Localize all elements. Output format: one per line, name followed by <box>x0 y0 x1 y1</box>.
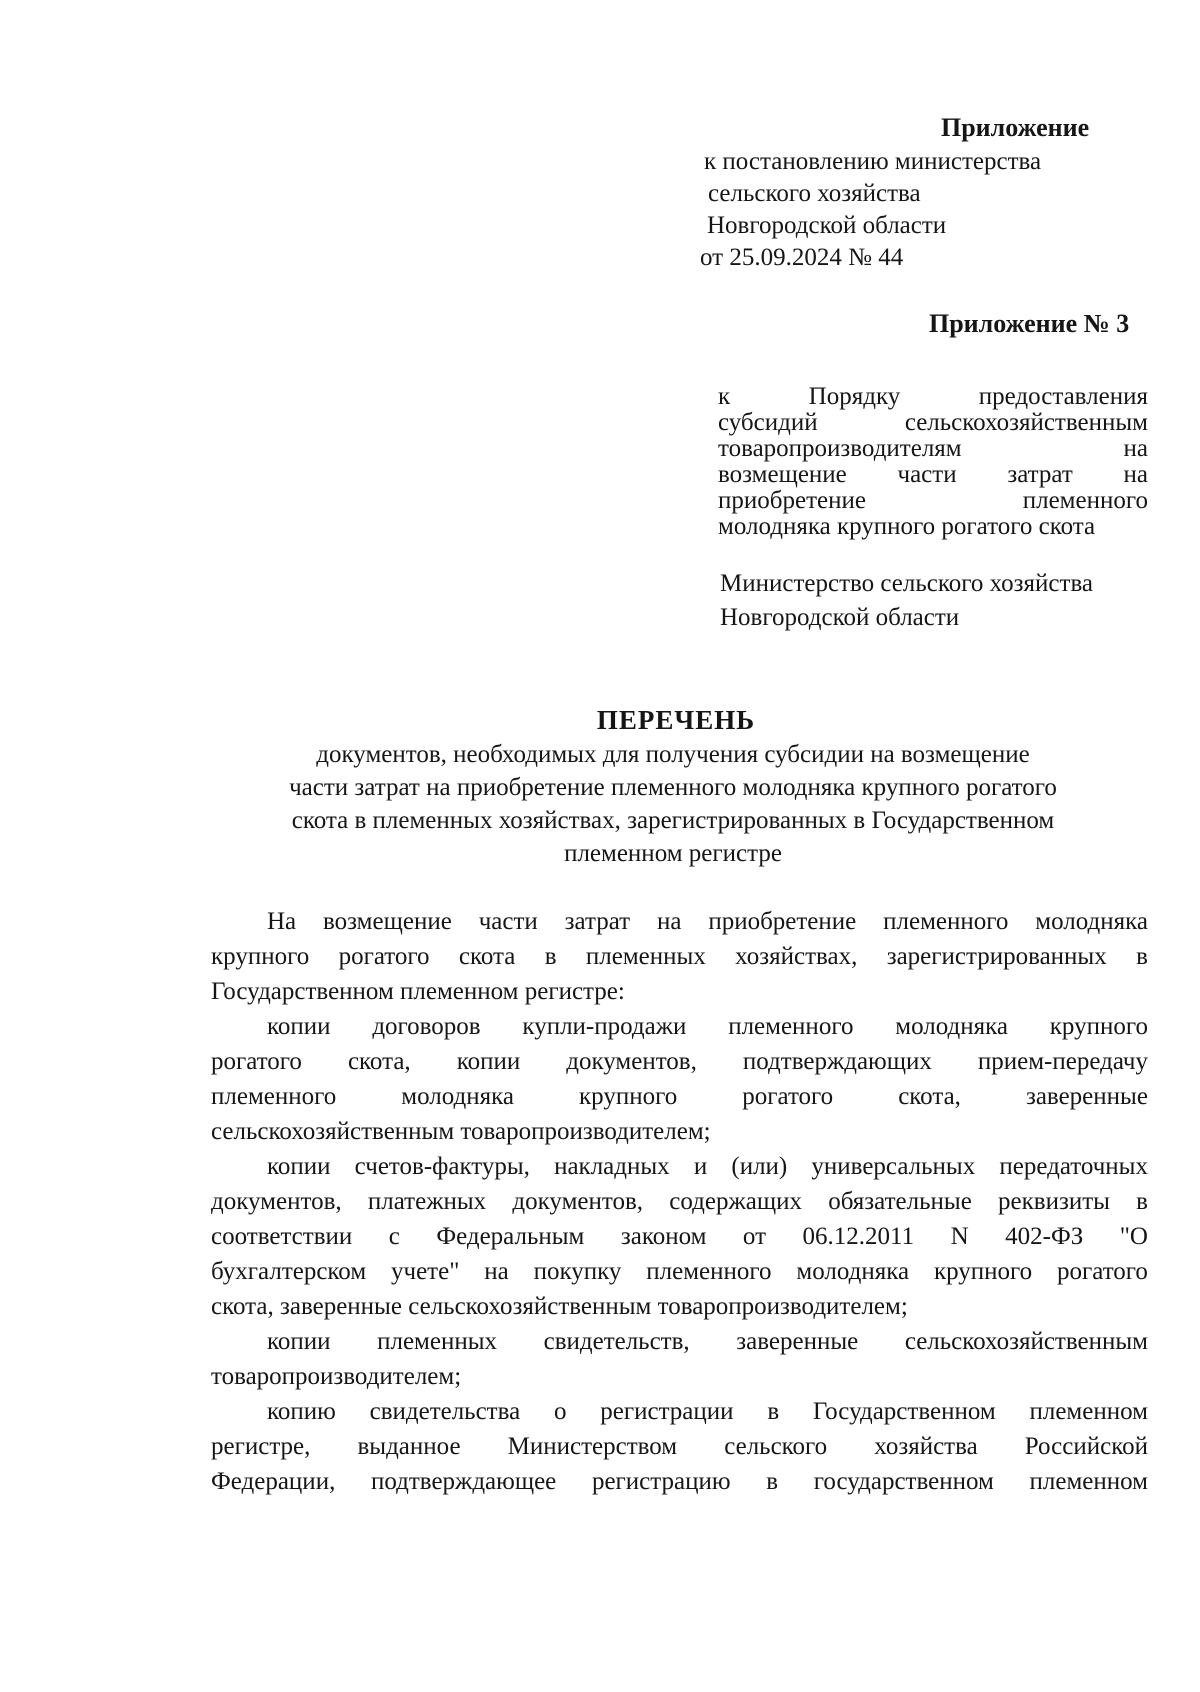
procedure-word: затрат <box>1007 461 1073 488</box>
procedure-word: молодняка крупного рогатого скота <box>718 513 1096 540</box>
body-line <box>211 1324 1148 1359</box>
body-word: в <box>544 943 557 970</box>
subtitle-line: племенном регистре <box>564 840 782 867</box>
body-word: скота <box>458 943 516 970</box>
body-word: крупного <box>1049 1013 1148 1040</box>
body-word: в <box>767 1398 780 1425</box>
body-word: части <box>478 908 538 935</box>
procedure-line <box>718 462 1148 488</box>
body-word: соответствии <box>211 1223 353 1250</box>
body-line <box>211 1044 1148 1079</box>
body-word: передаточных <box>999 1153 1148 1180</box>
body-word: документов, <box>566 1048 697 1075</box>
body-word: документов, <box>512 1188 644 1215</box>
appendix-title: Приложение <box>941 113 1090 142</box>
subtitle-line: части затрат на приобретение племенного молодняка крупного рогатого <box>289 774 1057 801</box>
body-word: рогатого <box>211 1048 302 1075</box>
appendix-3-title: Приложение № 3 <box>929 309 1130 338</box>
body-word: в <box>1136 943 1148 970</box>
body-word: сельскохозяйственным товаропроизводителем; <box>211 1118 711 1145</box>
body-paragraph <box>211 1324 1148 1394</box>
body-word: учете" <box>391 1258 460 1285</box>
body-word: регистре, <box>211 1433 311 1460</box>
body-word: затрат <box>564 908 631 935</box>
procedure-word: на <box>1123 435 1148 462</box>
body-text <box>211 904 1148 1499</box>
subtitle-line: скота в племенных хозяйствах, зарегистрированных в Государственном <box>291 807 1055 834</box>
body-word: на <box>484 1258 509 1285</box>
body-line <box>211 1009 1148 1044</box>
procedure-word: субсидий <box>718 409 818 436</box>
body-word: заверенные <box>736 1328 859 1355</box>
procedure-line <box>718 410 1148 436</box>
procedure-word: к <box>718 383 731 410</box>
list-title: ПЕРЕЧЕНЬ <box>596 705 756 735</box>
body-word: племенного <box>211 1083 337 1110</box>
body-word: 402-ФЗ <box>1005 1223 1084 1250</box>
body-word: молодняка <box>1035 908 1148 935</box>
body-word: подтверждающих <box>742 1048 932 1075</box>
body-word: Министерством <box>507 1433 678 1460</box>
body-word: Государственном <box>812 1398 996 1425</box>
body-word: На <box>267 908 297 935</box>
body-word: скота, <box>347 1048 411 1075</box>
body-paragraph <box>211 904 1148 1009</box>
body-word: документов, <box>211 1188 342 1215</box>
body-line <box>211 974 1148 1009</box>
body-paragraph <box>211 1149 1148 1324</box>
body-word: рогатого <box>338 943 430 970</box>
body-word: прием-передачу <box>977 1048 1148 1075</box>
body-word: бухгалтерском <box>211 1258 367 1285</box>
body-word: с <box>388 1223 400 1250</box>
procedure-word: товаропроизводителям <box>718 435 962 462</box>
body-word: товаропроизводителем; <box>211 1363 462 1390</box>
procedure-line <box>718 514 1148 540</box>
approval-line: Новгородской области <box>707 212 947 239</box>
procedure-line <box>718 384 1148 410</box>
body-word: племенного <box>728 1013 854 1040</box>
body-word: молодняка <box>796 1258 910 1285</box>
body-word: сельского <box>724 1433 828 1460</box>
procedure-word: приобретение <box>718 487 866 514</box>
procedure-word: Порядку <box>808 383 901 410</box>
body-word: рогатого <box>742 1083 834 1110</box>
body-word: крупного <box>211 943 310 970</box>
body-line <box>211 904 1148 939</box>
body-line <box>211 939 1148 974</box>
body-word: договоров <box>372 1013 481 1040</box>
body-word: копии <box>456 1048 521 1075</box>
body-word: копии <box>267 1013 331 1040</box>
body-word: реквизиты <box>998 1188 1110 1215</box>
body-word: Федеральным <box>436 1223 585 1250</box>
body-word: на <box>656 908 682 935</box>
body-word: и <box>693 1153 708 1180</box>
body-word: племенном <box>1029 1468 1148 1495</box>
body-word: сельскохозяйственным <box>904 1328 1148 1355</box>
body-word: государственном <box>813 1468 994 1495</box>
body-paragraph <box>211 1009 1148 1149</box>
body-word: (или) <box>731 1153 788 1180</box>
body-line <box>211 1254 1148 1289</box>
body-word: Государственном племенном регистре: <box>211 978 625 1005</box>
body-word: от <box>742 1223 767 1250</box>
body-word: в <box>766 1468 779 1495</box>
body-line <box>211 1289 1148 1324</box>
body-word: накладных <box>554 1153 670 1180</box>
procedure-word: на <box>1123 461 1148 488</box>
list-subtitle <box>200 738 1146 870</box>
approval-line: сельского хозяйства <box>708 180 921 207</box>
body-line <box>211 1184 1148 1219</box>
body-word: покупку <box>533 1258 622 1285</box>
body-paragraph <box>211 1394 1148 1499</box>
body-word: хозяйства <box>874 1433 978 1460</box>
body-word: крупного <box>933 1258 1033 1285</box>
body-word: регистрацию <box>591 1468 731 1495</box>
body-word: заверенные <box>1025 1083 1148 1110</box>
body-word: приобретение <box>708 908 857 935</box>
ministry-name <box>720 567 1093 635</box>
body-word: в <box>1136 1188 1148 1215</box>
body-line <box>211 1429 1148 1464</box>
body-word: регистрации <box>600 1398 734 1425</box>
body-word: племенного <box>883 908 1009 935</box>
body-word: купли-продажи <box>522 1013 687 1040</box>
body-word: Федерации, <box>211 1468 336 1495</box>
procedure-word: сельскохозяйственным <box>904 409 1148 436</box>
body-word: выданное <box>357 1433 461 1460</box>
body-line <box>211 1464 1148 1499</box>
body-line <box>211 1114 1148 1149</box>
body-word: содержащих <box>669 1188 802 1215</box>
body-line <box>211 1219 1148 1254</box>
body-word: подтверждающее <box>371 1468 557 1495</box>
body-word: N <box>950 1223 969 1250</box>
body-word: копию <box>267 1398 336 1425</box>
body-word: молодняка <box>401 1083 514 1110</box>
body-word: молодняка <box>895 1013 1008 1040</box>
body-word: хозяйствах, <box>735 943 858 970</box>
body-word: рогатого <box>1057 1258 1148 1285</box>
body-word: скота, <box>898 1083 961 1110</box>
body-line <box>211 1359 1148 1394</box>
approval-line: к постановлению министерства <box>704 148 1042 175</box>
body-word: счетов-фактуры, <box>354 1153 530 1180</box>
body-word: племенного <box>646 1258 772 1285</box>
body-word: племенных <box>377 1328 498 1355</box>
procedure-word: предоставления <box>978 383 1148 410</box>
body-word: Российской <box>1024 1433 1148 1460</box>
subtitle-line: документов, необходимых для получения субсидии на возмещение <box>316 741 1030 768</box>
body-word: 06.12.2011 <box>802 1223 915 1250</box>
body-word: обязательные <box>828 1188 972 1215</box>
procedure-line <box>718 436 1148 462</box>
body-word: универсальных <box>811 1153 976 1180</box>
body-line <box>211 1149 1148 1184</box>
body-word: копии <box>267 1153 331 1180</box>
ministry-line: Министерство сельского хозяйства <box>720 570 1094 597</box>
body-word: копии <box>267 1328 331 1355</box>
body-word: о <box>553 1398 567 1425</box>
ministry-line: Новгородской области <box>720 604 960 631</box>
body-word: племенном <box>1029 1398 1148 1425</box>
body-word: свидетельств, <box>543 1328 690 1355</box>
body-word: платежных <box>367 1188 487 1215</box>
body-word: законом <box>620 1223 707 1250</box>
procedure-word: возмещение <box>718 461 847 488</box>
procedure-word: племенного <box>1022 487 1148 514</box>
body-word: "О <box>1119 1223 1148 1250</box>
procedure-line <box>718 488 1148 514</box>
approval-date-line: от 25.09.2024 № 44 <box>700 244 904 271</box>
body-line <box>211 1079 1148 1114</box>
body-word: возмещение <box>323 908 452 935</box>
body-word: племенных <box>585 943 706 970</box>
procedure-word: части <box>897 461 957 488</box>
procedure-reference <box>718 384 1148 540</box>
body-word: зарегистрированных <box>886 943 1107 970</box>
body-word: скота, заверенные сельскохозяйственным товаропроизводителем; <box>211 1293 908 1320</box>
body-word: свидетельства <box>369 1398 521 1425</box>
body-line <box>211 1394 1148 1429</box>
body-word: крупного <box>579 1083 678 1110</box>
